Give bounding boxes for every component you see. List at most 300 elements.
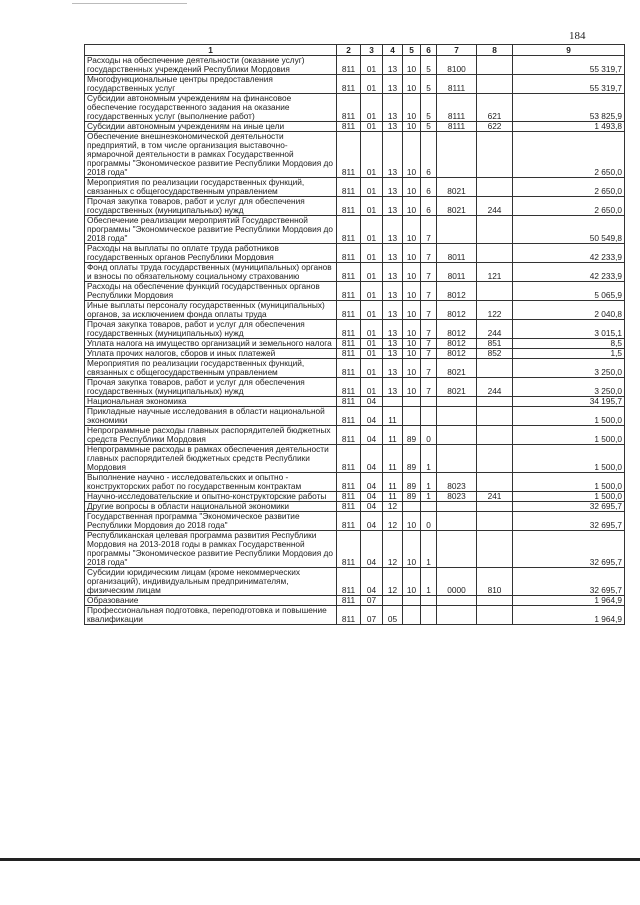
code-section: 04 (361, 568, 383, 596)
row-name: Обеспечение внешнеэкономической деятельности предприятий, в том числе организация выставочно-ярмарочной деятельности в рамках Государственной программы "Экономическое развитие Республики Мордовия до 2018 года" (85, 132, 337, 178)
code-expense-type (477, 596, 513, 606)
code-target (437, 407, 477, 426)
col-header: 8 (477, 45, 513, 56)
table-row (85, 502, 625, 512)
code-subprogram: 6 (421, 197, 437, 216)
code-expense-type (477, 75, 513, 94)
code-subsection: 11 (383, 445, 403, 473)
code-expense-type: 852 (477, 349, 513, 359)
code-admin: 811 (337, 282, 361, 301)
code-subsection: 11 (383, 473, 403, 492)
amount: 1 500,0 (513, 445, 625, 473)
amount: 5 065,9 (513, 282, 625, 301)
code-target: 8111 (437, 75, 477, 94)
table-row (85, 492, 625, 502)
code-section: 01 (361, 378, 383, 397)
row-name: Иные выплаты персоналу государственных (муниципальных) органов, за исключением фонда оплаты труда (85, 301, 337, 320)
code-expense-type: 244 (477, 197, 513, 216)
col-header: 9 (513, 45, 625, 56)
code-subsection: 13 (383, 339, 403, 349)
code-admin: 811 (337, 492, 361, 502)
code-expense-type (477, 282, 513, 301)
table-row (85, 94, 625, 122)
code-section: 04 (361, 512, 383, 531)
code-subsection (383, 397, 403, 407)
amount: 55 319,7 (513, 56, 625, 75)
code-subsection: 13 (383, 349, 403, 359)
amount: 50 549,8 (513, 216, 625, 244)
amount: 1 493,8 (513, 122, 625, 132)
table-row (85, 320, 625, 339)
row-name: Расходы на обеспечение функций государственных органов Республики Мордовия (85, 282, 337, 301)
row-name: Научно-исследовательские и опытно-конструкторские работы (85, 492, 337, 502)
row-name: Прочая закупка товаров, работ и услуг для обеспечения государственных (муниципальных) нужд (85, 320, 337, 339)
code-program: 10 (403, 75, 421, 94)
amount: 32 695,7 (513, 502, 625, 512)
row-name: Мероприятия по реализации государственных функций, связанных с общегосударственным управлением (85, 359, 337, 378)
code-target (437, 531, 477, 568)
code-program: 89 (403, 445, 421, 473)
code-expense-type (477, 502, 513, 512)
code-section: 04 (361, 492, 383, 502)
code-expense-type (477, 132, 513, 178)
col-header: 3 (361, 45, 383, 56)
code-expense-type (477, 473, 513, 492)
code-subprogram: 1 (421, 445, 437, 473)
code-subprogram (421, 397, 437, 407)
amount: 53 825,9 (513, 94, 625, 122)
table-row (85, 596, 625, 606)
code-subprogram: 6 (421, 178, 437, 197)
code-admin: 811 (337, 216, 361, 244)
amount: 1 500,0 (513, 426, 625, 445)
code-subprogram: 7 (421, 263, 437, 282)
code-section: 01 (361, 244, 383, 263)
code-program: 10 (403, 301, 421, 320)
table-row (85, 122, 625, 132)
code-subsection: 13 (383, 378, 403, 397)
code-target: 8012 (437, 301, 477, 320)
code-section: 04 (361, 426, 383, 445)
code-subsection: 13 (383, 359, 403, 378)
code-program (403, 606, 421, 625)
amount: 32 695,7 (513, 568, 625, 596)
code-subprogram: 1 (421, 492, 437, 502)
code-program: 10 (403, 197, 421, 216)
row-name: Прочая закупка товаров, работ и услуг для обеспечения государственных (муниципальных) нужд (85, 197, 337, 216)
code-subsection: 13 (383, 178, 403, 197)
table-row (85, 359, 625, 378)
code-admin: 811 (337, 512, 361, 531)
code-subprogram: 7 (421, 282, 437, 301)
code-program: 10 (403, 122, 421, 132)
code-section: 04 (361, 531, 383, 568)
code-subsection: 11 (383, 492, 403, 502)
code-subprogram (421, 502, 437, 512)
code-admin: 811 (337, 426, 361, 445)
row-name: Расходы на обеспечение деятельности (оказание услуг) государственных учреждений Республики Мордовия (85, 56, 337, 75)
table-row (85, 445, 625, 473)
code-program (403, 502, 421, 512)
code-program: 10 (403, 512, 421, 531)
amount: 2 040,8 (513, 301, 625, 320)
row-name: Фонд оплаты труда государственных (муниципальных) органов и взносы по обязательному социальному страхованию (85, 263, 337, 282)
code-subprogram: 7 (421, 349, 437, 359)
code-target (437, 426, 477, 445)
code-section: 04 (361, 397, 383, 407)
table-row (85, 378, 625, 397)
row-name: Мероприятия по реализации государственных функций, связанных с общегосударственным управлением (85, 178, 337, 197)
code-admin: 811 (337, 178, 361, 197)
table-row (85, 56, 625, 75)
code-expense-type: 121 (477, 263, 513, 282)
row-name: Обеспечение реализации мероприятий Государственной программы "Экономическое развитие Республики Мордовия до 2018 года" (85, 216, 337, 244)
code-admin: 811 (337, 244, 361, 263)
code-section: 01 (361, 301, 383, 320)
code-admin: 811 (337, 94, 361, 122)
code-subprogram: 6 (421, 132, 437, 178)
table-row (85, 263, 625, 282)
code-subprogram (421, 407, 437, 426)
code-subsection: 13 (383, 282, 403, 301)
amount: 1 500,0 (513, 473, 625, 492)
code-admin: 811 (337, 378, 361, 397)
code-subprogram (421, 606, 437, 625)
code-expense-type: 122 (477, 301, 513, 320)
code-program: 10 (403, 216, 421, 244)
code-expense-type: 244 (477, 320, 513, 339)
code-target (437, 606, 477, 625)
code-subprogram: 5 (421, 122, 437, 132)
code-section: 07 (361, 596, 383, 606)
code-admin: 811 (337, 349, 361, 359)
row-name: Многофункциональные центры предоставления государственных услуг (85, 75, 337, 94)
code-subprogram (421, 596, 437, 606)
code-target (437, 512, 477, 531)
code-expense-type (477, 359, 513, 378)
code-admin: 811 (337, 473, 361, 492)
code-admin: 811 (337, 122, 361, 132)
code-program: 10 (403, 320, 421, 339)
table-row (85, 531, 625, 568)
code-admin: 811 (337, 531, 361, 568)
code-section: 04 (361, 407, 383, 426)
table-row (85, 75, 625, 94)
code-subprogram: 7 (421, 378, 437, 397)
code-target (437, 397, 477, 407)
code-program: 10 (403, 178, 421, 197)
code-program: 89 (403, 492, 421, 502)
code-subprogram: 7 (421, 244, 437, 263)
code-subsection (383, 596, 403, 606)
top-scan-line (72, 3, 187, 4)
col-header: 4 (383, 45, 403, 56)
row-name: Прикладные научные исследования в области национальной экономики (85, 407, 337, 426)
code-subprogram: 5 (421, 94, 437, 122)
code-admin: 811 (337, 407, 361, 426)
code-target: 8012 (437, 349, 477, 359)
code-section: 01 (361, 339, 383, 349)
row-name: Республиканская целевая программа развития Республики Мордовия на 2013-2018 годы в рамках Государственной программы "Экономическое развитие Республики Мордовия до 2018 года" (85, 531, 337, 568)
code-admin: 811 (337, 339, 361, 349)
table-row (85, 397, 625, 407)
code-admin: 811 (337, 397, 361, 407)
row-name: Национальная экономика (85, 397, 337, 407)
code-subprogram: 1 (421, 473, 437, 492)
table-row (85, 216, 625, 244)
row-name: Уплата налога на имущество организаций и земельного налога (85, 339, 337, 349)
table-row (85, 568, 625, 596)
code-subprogram: 0 (421, 426, 437, 445)
row-name: Субсидии автономным учреждениям на финансовое обеспечение государственного задания на оказание государственных услуг (выполнение работ) (85, 94, 337, 122)
code-program: 10 (403, 568, 421, 596)
code-program (403, 397, 421, 407)
code-subprogram: 7 (421, 301, 437, 320)
code-target: 8012 (437, 320, 477, 339)
code-subsection: 13 (383, 244, 403, 263)
col-header: 5 (403, 45, 421, 56)
amount: 2 650,0 (513, 178, 625, 197)
code-target: 8111 (437, 94, 477, 122)
amount: 34 195,7 (513, 397, 625, 407)
code-expense-type (477, 178, 513, 197)
code-section: 04 (361, 473, 383, 492)
code-target (437, 445, 477, 473)
code-target: 0000 (437, 568, 477, 596)
code-subsection: 11 (383, 407, 403, 426)
table-row (85, 197, 625, 216)
code-expense-type: 241 (477, 492, 513, 502)
code-program: 89 (403, 473, 421, 492)
code-program: 10 (403, 339, 421, 349)
amount: 2 650,0 (513, 197, 625, 216)
table-row (85, 606, 625, 625)
row-name: Другие вопросы в области национальной экономики (85, 502, 337, 512)
code-section: 01 (361, 320, 383, 339)
row-name: Субсидии юридическим лицам (кроме некоммерческих организаций), индивидуальным предпринимателям, физическим лицам (85, 568, 337, 596)
page-number: 184 (569, 30, 586, 42)
code-subsection: 12 (383, 502, 403, 512)
row-name: Непрограммные расходы главных распорядителей бюджетных средств Республики Мордовия (85, 426, 337, 445)
amount: 8,5 (513, 339, 625, 349)
amount: 42 233,9 (513, 263, 625, 282)
code-target (437, 596, 477, 606)
table-row (85, 512, 625, 531)
col-header: 2 (337, 45, 361, 56)
code-expense-type (477, 606, 513, 625)
code-target: 8100 (437, 56, 477, 75)
code-subsection: 12 (383, 512, 403, 531)
code-program: 10 (403, 94, 421, 122)
code-admin: 811 (337, 606, 361, 625)
code-section: 01 (361, 56, 383, 75)
code-program (403, 596, 421, 606)
code-program: 10 (403, 378, 421, 397)
code-section: 01 (361, 349, 383, 359)
code-subprogram: 5 (421, 75, 437, 94)
code-target: 8011 (437, 263, 477, 282)
code-subprogram: 5 (421, 56, 437, 75)
table-row (85, 301, 625, 320)
code-admin: 811 (337, 320, 361, 339)
code-subsection: 13 (383, 94, 403, 122)
table-row (85, 282, 625, 301)
code-section: 01 (361, 216, 383, 244)
amount: 3 250,0 (513, 359, 625, 378)
amount: 1 500,0 (513, 407, 625, 426)
code-subsection: 13 (383, 216, 403, 244)
table-row (85, 244, 625, 263)
code-subsection: 13 (383, 197, 403, 216)
code-subsection: 11 (383, 426, 403, 445)
table-row (85, 339, 625, 349)
code-program: 10 (403, 56, 421, 75)
code-subsection: 13 (383, 320, 403, 339)
amount: 1,5 (513, 349, 625, 359)
table-row (85, 426, 625, 445)
table-row (85, 132, 625, 178)
amount: 1 964,9 (513, 606, 625, 625)
code-target: 8012 (437, 282, 477, 301)
code-expense-type (477, 512, 513, 531)
col-header: 7 (437, 45, 477, 56)
code-admin: 811 (337, 75, 361, 94)
code-expense-type: 851 (477, 339, 513, 349)
code-subprogram: 7 (421, 359, 437, 378)
code-subsection: 05 (383, 606, 403, 625)
code-section: 01 (361, 122, 383, 132)
code-admin: 811 (337, 56, 361, 75)
code-target: 8023 (437, 492, 477, 502)
amount: 1 964,9 (513, 596, 625, 606)
code-expense-type: 810 (477, 568, 513, 596)
code-program (403, 407, 421, 426)
code-subprogram: 1 (421, 531, 437, 568)
code-program: 10 (403, 244, 421, 263)
code-section: 01 (361, 263, 383, 282)
code-section: 01 (361, 132, 383, 178)
code-target: 8021 (437, 359, 477, 378)
bottom-scan-line (0, 858, 640, 861)
amount: 32 695,7 (513, 531, 625, 568)
amount: 42 233,9 (513, 244, 625, 263)
code-subsection: 13 (383, 132, 403, 178)
table-row (85, 407, 625, 426)
code-program: 10 (403, 531, 421, 568)
code-admin: 811 (337, 502, 361, 512)
code-expense-type: 244 (477, 378, 513, 397)
row-name: Государственная программа "Экономическое развитие Республики Мордовия до 2018 года" (85, 512, 337, 531)
code-admin: 811 (337, 596, 361, 606)
code-program: 89 (403, 426, 421, 445)
code-subsection: 12 (383, 568, 403, 596)
code-expense-type (477, 244, 513, 263)
col-header: 1 (85, 45, 337, 56)
amount: 2 650,0 (513, 132, 625, 178)
code-section: 01 (361, 282, 383, 301)
code-target (437, 216, 477, 244)
code-section: 01 (361, 94, 383, 122)
code-subsection: 13 (383, 301, 403, 320)
code-expense-type (477, 407, 513, 426)
code-program: 10 (403, 263, 421, 282)
row-name: Образование (85, 596, 337, 606)
code-program: 10 (403, 132, 421, 178)
row-name: Расходы на выплаты по оплате труда работников государственных органов Республики Мордовия (85, 244, 337, 263)
table-header-row (85, 45, 625, 56)
code-admin: 811 (337, 132, 361, 178)
code-target: 8021 (437, 178, 477, 197)
code-program: 10 (403, 359, 421, 378)
code-section: 01 (361, 197, 383, 216)
code-expense-type (477, 56, 513, 75)
code-section: 01 (361, 359, 383, 378)
code-target: 8111 (437, 122, 477, 132)
code-expense-type (477, 426, 513, 445)
code-admin: 811 (337, 263, 361, 282)
table-row (85, 349, 625, 359)
amount: 3 015,1 (513, 320, 625, 339)
code-subsection: 13 (383, 56, 403, 75)
code-target: 8021 (437, 197, 477, 216)
code-section: 04 (361, 445, 383, 473)
amount: 32 695,7 (513, 512, 625, 531)
code-target: 8023 (437, 473, 477, 492)
amount: 1 500,0 (513, 492, 625, 502)
code-admin: 811 (337, 445, 361, 473)
code-subsection: 13 (383, 122, 403, 132)
code-target (437, 502, 477, 512)
col-header: 6 (421, 45, 437, 56)
code-section: 01 (361, 75, 383, 94)
code-target: 8011 (437, 244, 477, 263)
row-name: Выполнение научно - исследовательских и опытно - конструкторских работ по государственным контрактам (85, 473, 337, 492)
code-subsection: 12 (383, 531, 403, 568)
code-program: 10 (403, 282, 421, 301)
code-target: 8021 (437, 378, 477, 397)
code-expense-type: 621 (477, 94, 513, 122)
row-name: Профессиональная подготовка, переподготовка и повышение квалификации (85, 606, 337, 625)
code-subprogram: 7 (421, 339, 437, 349)
table-row (85, 178, 625, 197)
code-target (437, 132, 477, 178)
amount: 55 319,7 (513, 75, 625, 94)
code-admin: 811 (337, 568, 361, 596)
code-admin: 811 (337, 197, 361, 216)
code-section: 04 (361, 502, 383, 512)
row-name: Уплата прочих налогов, сборов и иных платежей (85, 349, 337, 359)
row-name: Прочая закупка товаров, работ и услуг для обеспечения государственных (муниципальных) нужд (85, 378, 337, 397)
row-name: Непрограммные расходы в рамках обеспечения деятельности главных распорядителей бюджетных средств Республики Мордовия (85, 445, 337, 473)
code-subprogram: 7 (421, 320, 437, 339)
code-target: 8012 (437, 339, 477, 349)
amount: 3 250,0 (513, 378, 625, 397)
code-expense-type (477, 531, 513, 568)
code-program: 10 (403, 349, 421, 359)
code-expense-type (477, 397, 513, 407)
code-admin: 811 (337, 301, 361, 320)
code-section: 01 (361, 178, 383, 197)
row-name: Субсидии автономным учреждениям на иные цели (85, 122, 337, 132)
code-subsection: 13 (383, 75, 403, 94)
code-subprogram: 0 (421, 512, 437, 531)
table-row (85, 473, 625, 492)
code-expense-type: 622 (477, 122, 513, 132)
code-admin: 811 (337, 359, 361, 378)
code-subsection: 13 (383, 263, 403, 282)
code-subprogram: 7 (421, 216, 437, 244)
code-section: 07 (361, 606, 383, 625)
